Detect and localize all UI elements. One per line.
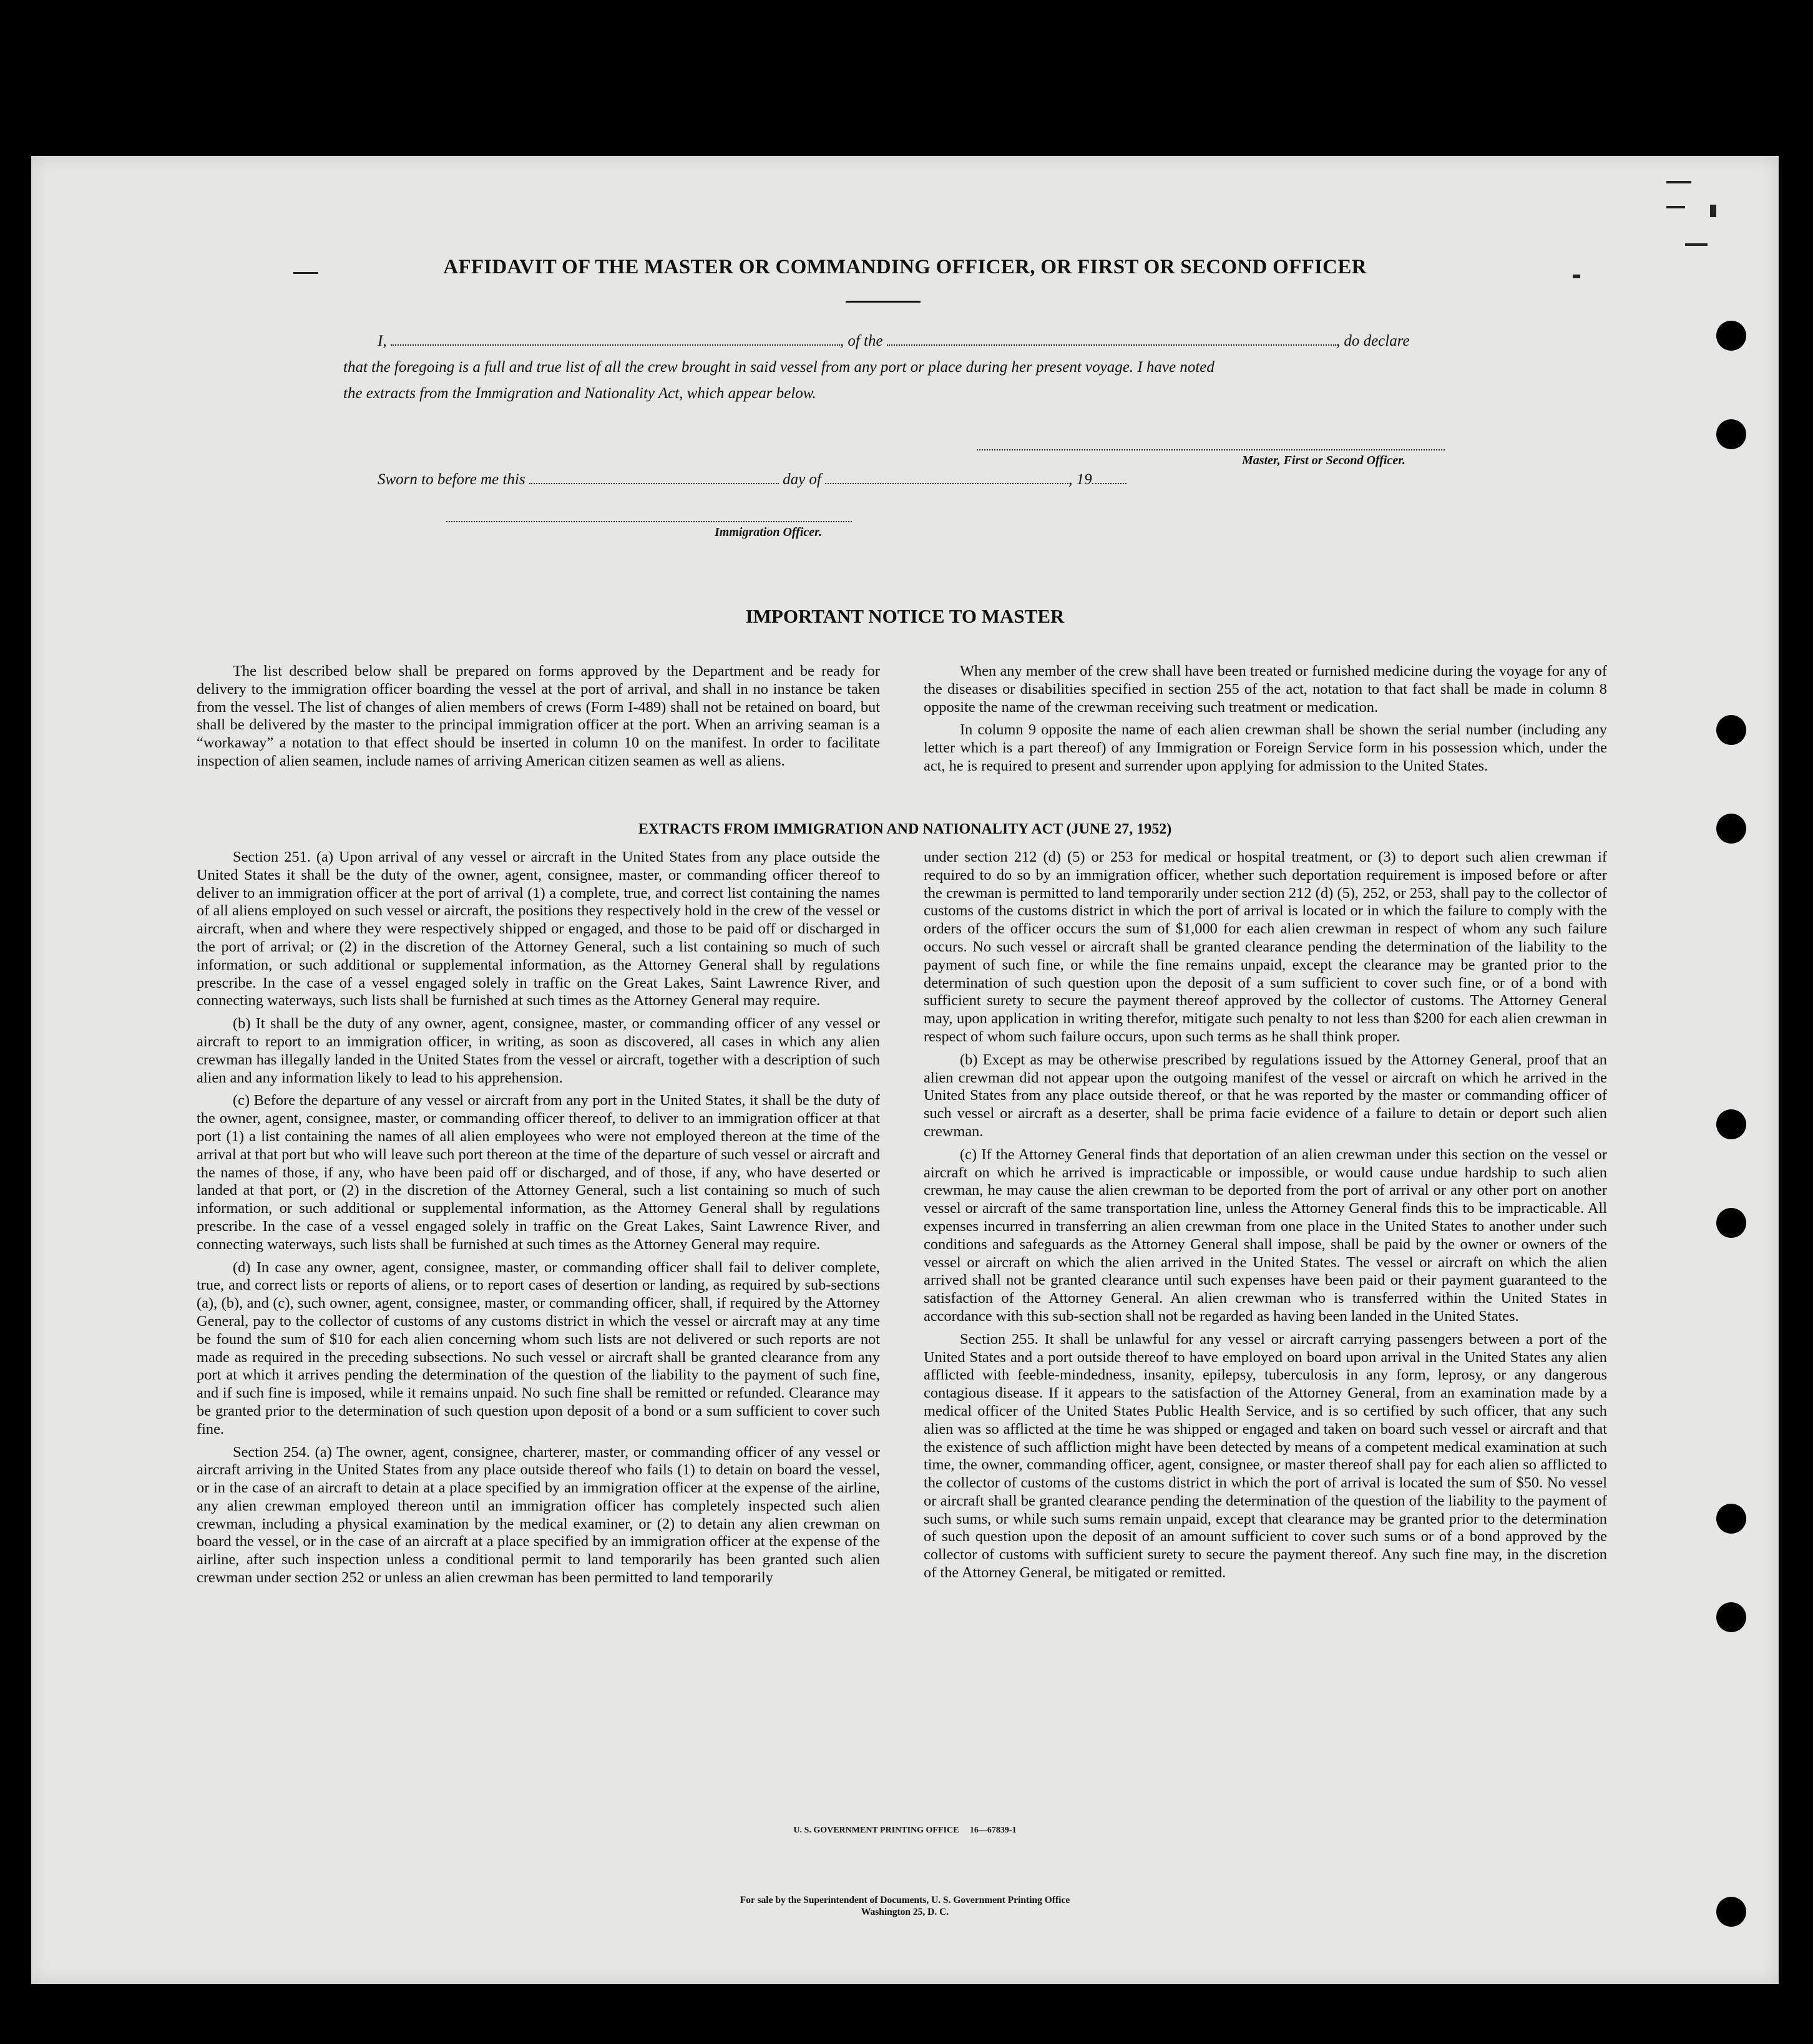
year-prefix: , 19 (1068, 471, 1092, 488)
section-251-b: (b) It shall be the duty of any owner, agent, consignee, master, or commanding officer of any vessel or aircraft to report to an immigration officer, in writing, as soon as discovered, all cases in which any alien crewman has illegally landed in the United States from the vessel or aircraft, together with a description of such alien and any information likely to lead to his apprehension. (197, 1015, 880, 1086)
punch-hole (1716, 321, 1746, 351)
sale-footer-line-2: Washington 25, D. C. (861, 1907, 949, 1917)
affidavit-title: AFFIDAVIT OF THE MASTER OR COMMANDING OFFICER, OR FIRST OR SECOND OFFICER (443, 256, 1367, 278)
section-254-c: (c) If the Attorney General finds that deportation of an alien crewman under this section on the vessel or aircraft on which he arrived is impracticable or impossible, or would cause undue hardship to such alien crewman, he may cause the alien crewman to be deported from the port of arrival or any other port on another vessel or aircraft of the same transportation line, unless the Attorney General finds this to be impracticable. All expenses incurred in transferring an alien crewman from one place in the United States to another under such conditions and safeguards as the Attorney General shall impose, shall be paid by the owner or owners of the vessel or aircraft on which the alien arrived in the United States. The vessel or aircraft on which the alien arrived shall not be granted clearance until such expenses have been paid or their payment guaranteed to the satisfaction of the Attorney General. An alien crewman who is transferred within the United States in accordance with this sub-section shall not be regarded as having been landed in the United States. (924, 1146, 1607, 1325)
ink-speck (1710, 205, 1716, 217)
sworn-month-blank[interactable] (825, 472, 1068, 484)
vessel-blank[interactable] (887, 333, 1336, 346)
section-251-a: Section 251. (a) Upon arrival of any vessel or aircraft in the United States from any place outside the United States it shall be the duty of the owner, agent, consignee, master, or commanding officer thereof to deliver to an immigration officer at the port of arrival (1) a complete, true, and correct list containing the names of all aliens employed on such vessel or aircraft, the positions they respectively hold in the crew of the vessel or aircraft, when and where they were respectively shipped or engaged, and those to be paid off or discharged in the port of arrival; or (2) in the discretion of the Attorney General, such a list containing so much of such information, or such additional or supplemental information, as the Attorney General shall by regulations prescribe. In the case of a vessel engaged solely in traffic on the Great Lakes, Saint Lawrence River, and connecting waterways, such lists shall be furnished at such times as the Attorney General may require. (197, 849, 880, 1010)
notice-right-column (924, 663, 1607, 781)
punch-hole (1716, 1504, 1746, 1534)
punch-hole (1716, 419, 1746, 449)
section-254-b: (b) Except as may be otherwise prescribed by regulations issued by the Attorney General, proof that an alien crewman did not appear upon the outgoing manifest of the vessel or aircraft on which he arrived in the United States from any place outside thereof, or that he was reported by the master or commanding officer of such vessel or aircraft as a deserter, shall be prima facie evidence of a failure to detain or deport such alien crewman. (924, 1051, 1607, 1140)
punch-hole (1716, 1602, 1746, 1632)
sworn-day-blank[interactable] (529, 472, 779, 484)
extracts-title: EXTRACTS FROM IMMIGRATION AND NATIONALITY ACT (JUNE 27, 1952) (638, 821, 1172, 837)
sworn-line (378, 471, 1126, 489)
sale-footer (31, 1894, 1779, 1918)
sale-footer-line-1: For sale by the Superintendent of Documents, U. S. Government Printing Office (740, 1895, 1070, 1905)
extracts-right-column (924, 849, 1607, 1587)
name-blank[interactable] (391, 333, 840, 346)
document-page (31, 156, 1779, 1984)
section-251-d: (d) In case any owner, agent, consignee, master, or commanding officer shall fail to deliver complete, true, and correct lists or reports of aliens, or to report cases of desertion or landing, as required by sub-sections (a), (b), and (c), such owner, agent, consignee, master, or commanding officer, shall, if required by the Attorney General, pay to the collector of customs of any customs district in which the vessel or aircraft may at any time be found the sum of $10 for each alien concerning whom such lists are not delivered or such reports are not made as required in the preceding subsections. No such vessel or aircraft shall be granted clearance from any port at which it arrives pending the determination of the question of the liability to the payment of such fine, and if such fine is imposed, while it remains unpaid. No such fine shall be remitted or refunded. Clearance may be granted prior to the determination of such question upon deposit of a bond or a sum sufficient to cover such fine. (197, 1258, 880, 1438)
section-254-a-continued: under section 212 (d) (5) or 253 for medical or hospital treatment, or (3) to deport such alien crewman if required to do so by an immigration officer, whether such deportation requirement is imposed before or after the crewman is permitted to land temporarily under section 212 (d) (5), 252, or 253, shall pay to the collector of customs of the customs district in which the port of arrival is located or in which the failure to comply with the orders of the officer occurs the sum of $1,000 for each alien crewman in respect of whom any such failure occurs. No such vessel or aircraft shall be granted clearance pending the determination of the liability to the payment of such fine, or while the fine remains unpaid, except the clearance may be granted prior to the determination of such question upon the deposit of a sum sufficient to cover such fine, or of a bond with sufficient surety to secure the payment thereof approved by the collector of customs. The Attorney General may, upon application in writing therefor, mitigate such penalty to not less than $200 for each alien crewman in respect of whom such failure occurs, upon such terms as he shall think proper. (924, 849, 1607, 1045)
punch-hole (1716, 715, 1746, 745)
notice-right-paragraph-2: In column 9 opposite the name of each alien crewman shall be shown the serial number (including any letter which is a part thereof) of any Immigration or Foreign Service form in his possession which, under the act, he is required to present and surrender upon applying for admission to the United States. (924, 721, 1607, 774)
section-255: Section 255. It shall be unlawful for any vessel or aircraft carrying passengers between a port of the United States and a port outside thereof to have employed on board upon arrival in the United States any alien afflicted with feeble-mindedness, insanity, epilepsy, tuberculosis in any form, leprosy, or any dangerous contagious disease. If it appears to the satisfaction of the Attorney General, from an examination made by a medical officer of the United States Public Health Service, and is so certified by such officer, that any such alien was so afflicted at the time he was shipped or engaged and taken on board such vessel or aircraft and that the existence of such affliction might have been detected by means of a competent medical examination at such time, the owner, commanding officer, agent, consignee, or master thereof shall pay for each alien so afflicted to the collector of customs of the customs district in which the port of arrival is located the sum of $50. No vessel or aircraft shall be granted clearance pending the determination of the question of the liability to the payment of such sums, or while such sums remain unpaid, except that clearance may be granted prior to the determination of such question upon the deposit of an amount sufficient to cover such sums or of a bond approved by the collector of customs with sufficient surety to secure the payment thereof. Any such fine may, in the discretion of the Attorney General, be mitigated or remitted. (924, 1330, 1607, 1582)
punch-hole (1716, 1208, 1746, 1238)
punch-hole (1716, 1109, 1746, 1139)
extracts-left-column (197, 849, 880, 1592)
notice-left-column (197, 663, 880, 776)
punch-hole (1716, 1995, 1746, 2025)
declaration-of-the: , of the (839, 333, 883, 349)
declaration-do-declare: , do declare (1336, 333, 1410, 349)
section-254-a: Section 254. (a) The owner, agent, consignee, charterer, master, or commanding officer of any vessel or aircraft arriving in the United States from any place outside thereof who fails (1) to detain on board the vessel, or in the case of an aircraft to detain at a place specified by an immigration officer at the expense of the airline, any alien crewman employed thereon until an immigration officer has completely inspected such alien crewman, including a physical examination by the medical examiner, or (2) to detain any alien crewman on board the vessel, or in the case of an aircraft at a place specified by an immigration officer at the expense of the airline, after such inspection unless a conditional permit to land temporarily has been granted such alien crewman under section 252 or unless an alien crewman has been permitted to land temporarily (197, 1443, 880, 1587)
ink-speck (1666, 181, 1691, 183)
printer-line: U. S. GOVERNMENT PRINTING OFFICE 16—67839-1 (793, 1826, 1017, 1835)
day-of-label: day of (783, 471, 821, 488)
notice-left-paragraph: The list described below shall be prepared on forms approved by the Department and be ready for delivery to the immigration officer boarding the vessel at the port of arrival, and shall in no instance be taken from the vessel. The list of changes of alien members of crews (Form I-489) shall not be retained on board, but shall be delivered by the master to the principal immigration officer at the port. When an arriving seaman is a “workaway” a notation to that effect should be inserted in column 10 on the manifest. In order to facilitate inspection of alien seamen, include names of arriving American citizen seamen as well as aliens. (197, 663, 880, 769)
declaration-text-2: that the foregoing is a full and true list of all the crew brought in said vessel from any port or place during her present voyage. I have noted (343, 359, 1214, 376)
declaration-i: I, (378, 333, 387, 349)
ink-speck (1666, 206, 1685, 208)
sworn-year-blank[interactable] (1092, 472, 1126, 484)
title-underline (846, 301, 921, 303)
declaration-line (378, 333, 1563, 350)
immigration-officer-signature-line[interactable] (446, 521, 852, 522)
declaration-text-3: the extracts from the Immigration and Nationality Act, which appear below. (343, 385, 816, 402)
ink-speck (1685, 243, 1708, 246)
immigration-officer-label: Immigration Officer. (715, 525, 822, 539)
notice-right-paragraph-1: When any member of the crew shall have been treated or furnished medicine during the voyage for any of the diseases or disabilities specified in section 255 of the act, notation to that fact shall be made in column 8 opposite the name of the crewman receiving such treatment or medication. (924, 663, 1607, 716)
master-signature-label: Master, First or Second Officer. (1242, 454, 1405, 467)
notice-title: IMPORTANT NOTICE TO MASTER (745, 605, 1065, 627)
section-251-c: (c) Before the departure of any vessel or aircraft from any port in the United States, it shall be the duty of the owner, agent, consignee, master, or commanding officer thereof, to deliver to an immigration officer at that port (1) a list containing the names of all alien employees who were not employed thereon at the time of the arrival at that port but who will leave such port thereon at the time of the departure of such vessel or aircraft and the names of those, if any, who have been paid off or discharged, and of those, if any, who have deserted or landed at that port, or (2) in the discretion of the Attorney General, such a list containing so much of such information, or such additional or supplemental information, as the Attorney General shall by regulations prescribe. In the case of a vessel engaged solely in traffic on the Great Lakes, Saint Lawrence River, and connecting waterways, such lists shall be furnished at such times as the Attorney General may require. (197, 1092, 880, 1253)
master-signature-line[interactable] (977, 449, 1445, 450)
sworn-label: Sworn to before me this (378, 471, 525, 488)
